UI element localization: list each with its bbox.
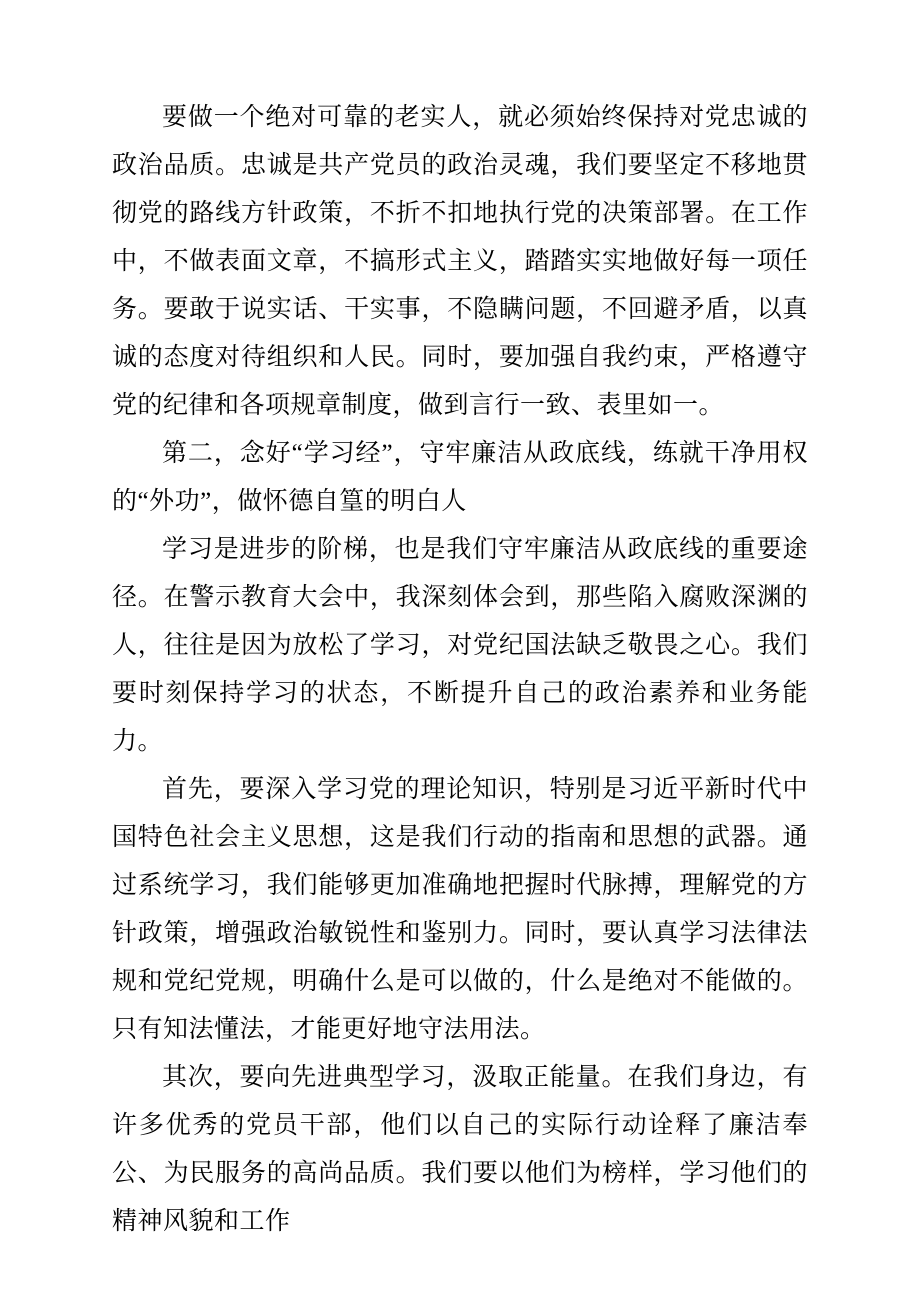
paragraph-loyalty: 要做一个绝对可靠的老实人，就必须始终保持对党忠诚的政治品质。忠诚是共产党员的政治灵魂，我们要坚定不移地贯彻党的路线方针政策，不折不扣地执行党的决策部署。在工作中，不做表面文章，不搞形式主义，踏踏实实地做好每一项任务。要敢于说实话、干实事，不隐瞒问题，不回避矛盾，以真诚的态度对待组织和人民。同时，要加强自我约束，严格遵守党的纪律和各项规章制度，做到言行一致、表里如一。 [112, 104, 808, 419]
paragraph-theory-study: 首先，要深入学习党的理论知识，特别是习近平新时代中国特色社会主义思想，这是我们行动的指南和思想的武器。通过系统学习，我们能够更加准确地把握时代脉搏，理解党的方针政策，增强政治敏锐性和鉴别力。同时，要认真学习法律法规和党纪党规，明确什么是可以做的，什么是绝对不能做的。只有知法懂法，才能更好地守法用法。 [112, 776, 808, 1043]
paragraph-section-heading: 第二，念好“学习经”，守牢廉洁从政底线，练就干净用权的“外功”，做怀德自篁的明白人 [112, 440, 808, 515]
paragraph-role-models: 其次，要向先进典型学习，汲取正能量。在我们身边，有许多优秀的党员干部，他们以自己的实际行动诠释了廉洁奉公、为民服务的高尚品质。我们要以他们为榜样，学习他们的精神风貌和工作 [112, 1064, 808, 1235]
paragraph-learning-intro: 学习是进步的阶梯，也是我们守牢廉洁从政底线的重要途径。在警示教育大会中，我深刻体会到，那些陷入腐败深渊的人，往往是因为放松了学习，对党纪国法缺乏敬畏之心。我们要时刻保持学习的状态，不断提升自己的政治素养和业务能力。 [112, 536, 808, 755]
